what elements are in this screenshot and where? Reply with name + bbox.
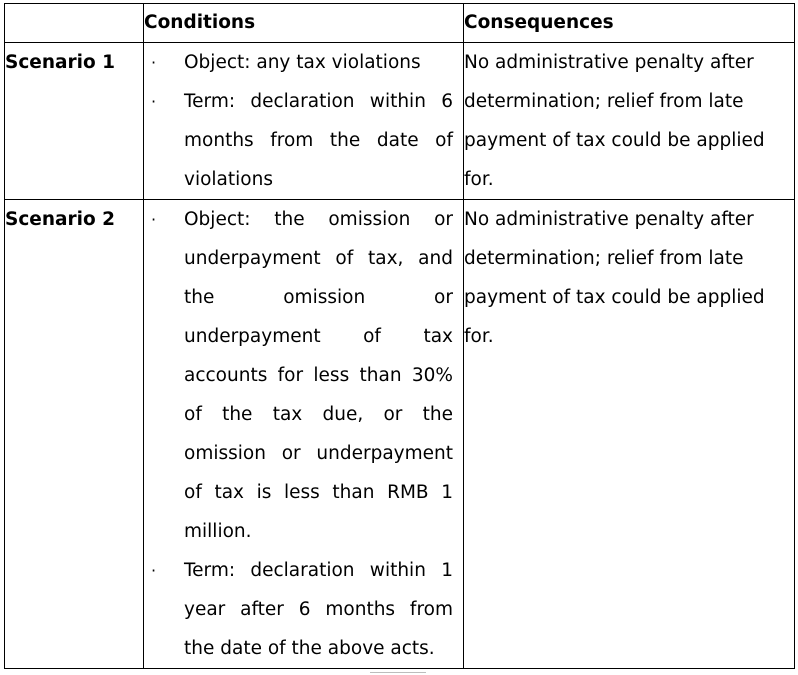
condition-text: Object: the omission or underpayment of tax, and the omission or underpayment of tax accounts for less than 30% of the tax due, or the omission or underpayment of tax is less than RMB 1 million. bbox=[184, 209, 453, 542]
header-consequences: Consequences bbox=[464, 4, 795, 43]
bullet-dot: · bbox=[151, 92, 157, 111]
condition-text: Object: any tax violations bbox=[184, 52, 421, 73]
bullet-dot: · bbox=[151, 210, 157, 229]
header-conditions: Conditions bbox=[144, 4, 464, 43]
conditions-list bbox=[144, 200, 463, 668]
table-row bbox=[5, 43, 795, 200]
header-blank bbox=[5, 4, 144, 43]
page-edge-mark bbox=[370, 672, 426, 673]
table-row bbox=[5, 200, 795, 669]
conditions-list bbox=[144, 43, 463, 199]
bullet-dot: · bbox=[151, 561, 157, 580]
conditions-cell bbox=[144, 200, 464, 669]
header-row bbox=[5, 4, 795, 43]
consequence-cell: No administrative penalty after determination; relief from late payment of tax could be applied for. bbox=[464, 43, 795, 200]
conditions-cell bbox=[144, 43, 464, 200]
consequence-cell: No administrative penalty after determination; relief from late payment of tax could be applied for. bbox=[464, 200, 795, 669]
scenario-label: Scenario 1 bbox=[5, 43, 144, 200]
condition-text: Term: declaration within 1 year after 6 months from the date of the above acts. bbox=[184, 560, 453, 659]
scenario-label: Scenario 2 bbox=[5, 200, 144, 669]
condition-item bbox=[144, 551, 463, 668]
condition-item bbox=[144, 43, 463, 82]
condition-item bbox=[144, 82, 463, 199]
condition-item bbox=[144, 200, 463, 551]
condition-text: Term: declaration within 6 months from the date of violations bbox=[184, 91, 453, 190]
scenario-table bbox=[4, 3, 795, 669]
bullet-dot: · bbox=[151, 53, 157, 72]
